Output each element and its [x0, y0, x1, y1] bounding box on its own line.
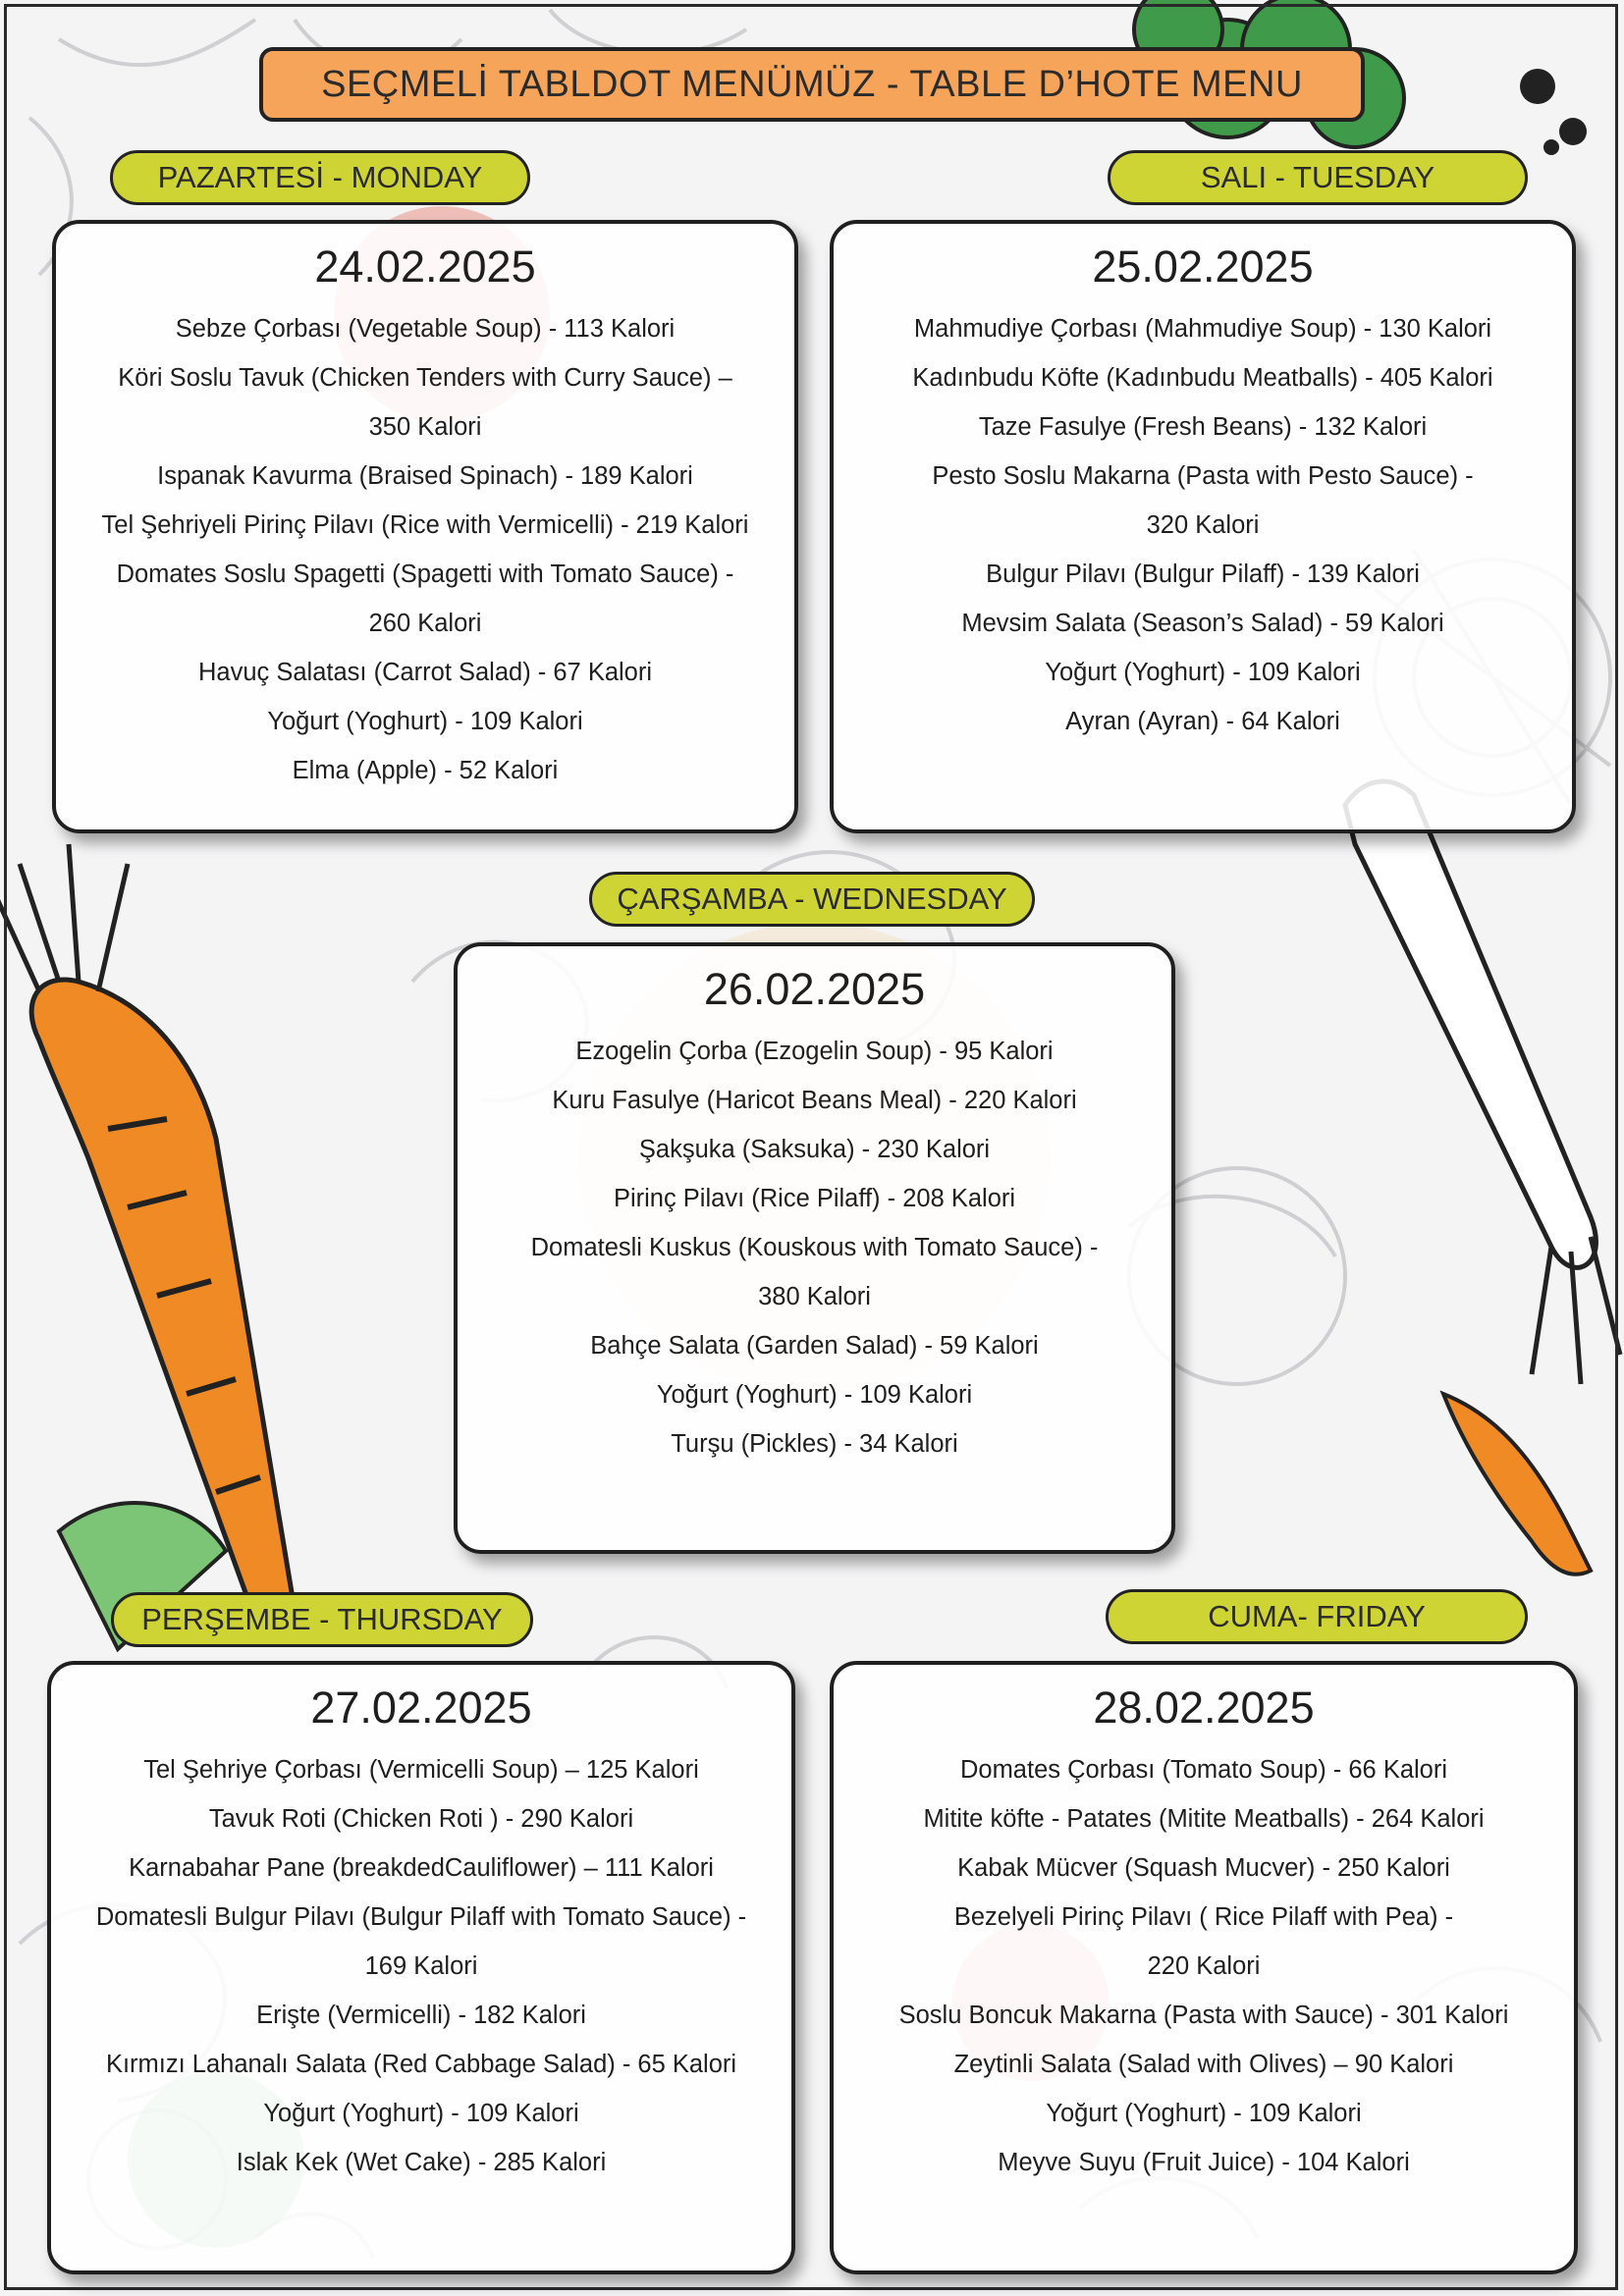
menu-date: 27.02.2025	[310, 1682, 532, 1733]
menu-card-thursday	[47, 1661, 795, 2274]
menu-item: Şakşuka (Saksuka) - 230 Kalori	[638, 1136, 991, 1163]
menu-item: Pesto Soslu Makarna (Pasta with Pesto Sauce) -	[932, 462, 1474, 490]
menu-item: Meyve Suyu (Fruit Juice) - 104 Kalori	[998, 2149, 1410, 2176]
menu-item: Bahçe Salata (Garden Salad) - 59 Kalori	[590, 1332, 1039, 1360]
menu-title: SEÇMELİ TABLDOT MENÜMÜZ - TABLE D’HOTE MENU	[259, 47, 1365, 122]
menu-item: Köri Soslu Tavuk (Chicken Tenders with Curry Sauce) –	[118, 364, 732, 392]
menu-item: Yoğurt (Yoghurt) - 109 Kalori	[263, 2100, 579, 2127]
menu-item: Domates Çorbası (Tomato Soup) - 66 Kalori	[959, 1756, 1448, 1784]
menu-item: 260 Kalori	[368, 610, 482, 637]
menu-card-monday	[52, 220, 798, 833]
menu-item: Yoğurt (Yoghurt) - 109 Kalori	[1045, 659, 1361, 686]
menu-item: Erişte (Vermicelli) - 182 Kalori	[256, 2002, 586, 2029]
menu-date: 24.02.2025	[314, 241, 536, 292]
menu-item: Yoğurt (Yoghurt) - 109 Kalori	[267, 708, 583, 735]
day-tag-wednesday: ÇARŞAMBA - WEDNESDAY	[589, 872, 1035, 927]
day-tag-tuesday: SALI - TUESDAY	[1108, 150, 1528, 205]
menu-item: Turşu (Pickles) - 34 Kalori	[671, 1430, 958, 1458]
menu-item: 169 Kalori	[364, 1952, 478, 1980]
menu-items-list	[834, 1745, 1574, 2187]
menu-item: Yoğurt (Yoghurt) - 109 Kalori	[656, 1381, 973, 1409]
menu-date: 28.02.2025	[1093, 1682, 1315, 1733]
menu-items-list	[51, 1745, 791, 2187]
menu-item: Islak Kek (Wet Cake) - 285 Kalori	[236, 2149, 607, 2176]
menu-item: Kadınbudu Köfte (Kadınbudu Meatballs) - 405 Kalori	[912, 364, 1493, 392]
menu-item: Mevsim Salata (Season’s Salad) - 59 Kalori	[961, 610, 1444, 637]
menu-date: 26.02.2025	[703, 964, 926, 1014]
menu-item: 380 Kalori	[758, 1283, 871, 1310]
menu-item: Mitite köfte - Patates (Mitite Meatballs) - 264 Kalori	[923, 1805, 1485, 1833]
menu-item: Kabak Mücver (Squash Mucver) - 250 Kalori	[957, 1854, 1450, 1882]
menu-items-list	[56, 304, 794, 795]
menu-item: Karnabahar Pane (breakdedCauliflower) – 111 Kalori	[129, 1854, 714, 1882]
menu-item: Pirinç Pilavı (Rice Pilaff) - 208 Kalori	[613, 1185, 1016, 1212]
menu-item: 220 Kalori	[1147, 1952, 1261, 1980]
day-tag-thursday: PERŞEMBE - THURSDAY	[111, 1592, 533, 1647]
menu-item: Yoğurt (Yoghurt) - 109 Kalori	[1046, 2100, 1362, 2127]
menu-item: Mahmudiye Çorbası (Mahmudiye Soup) - 130 Kalori	[913, 315, 1492, 343]
menu-card-tuesday	[830, 220, 1576, 833]
menu-card-wednesday	[454, 942, 1175, 1554]
menu-item: Kuru Fasulye (Haricot Beans Meal) - 220 Kalori	[552, 1087, 1077, 1114]
menu-item: Domates Soslu Spagetti (Spagetti with Tomato Sauce) -	[116, 561, 734, 588]
menu-date: 25.02.2025	[1092, 241, 1314, 292]
menu-item: Domatesli Bulgur Pilavı (Bulgur Pilaff with Tomato Sauce) -	[95, 1903, 747, 1931]
menu-card-friday	[830, 1661, 1578, 2274]
menu-item: Taze Fasulye (Fresh Beans) - 132 Kalori	[978, 413, 1428, 441]
menu-item: Ayran (Ayran) - 64 Kalori	[1065, 708, 1340, 735]
menu-item: Zeytinli Salata (Salad with Olives) – 90 Kalori	[953, 2051, 1454, 2078]
menu-item: Elma (Apple) - 52 Kalori	[292, 757, 559, 784]
menu-item: Kırmızı Lahanalı Salata (Red Cabbage Salad) - 65 Kalori	[105, 2051, 737, 2078]
menu-item: Ispanak Kavurma (Braised Spinach) - 189 Kalori	[157, 462, 693, 490]
menu-item: 320 Kalori	[1146, 511, 1260, 539]
menu-item: Bulgur Pilavı (Bulgur Pilaff) - 139 Kalori	[986, 561, 1420, 588]
menu-item: 350 Kalori	[368, 413, 482, 441]
menu-item: Tel Şehriyeli Pirinç Pilavı (Rice with Vermicelli) - 219 Kalori	[101, 511, 749, 539]
menu-items-list	[458, 1027, 1171, 1468]
day-tag-monday: PAZARTESİ - MONDAY	[110, 150, 530, 205]
menu-item: Havuç Salatası (Carrot Salad) - 67 Kalori	[197, 659, 653, 686]
menu-item: Bezelyeli Pirinç Pilavı ( Rice Pilaff with Pea) -	[953, 1903, 1454, 1931]
menu-items-list	[834, 304, 1572, 746]
menu-item: Ezogelin Çorba (Ezogelin Soup) - 95 Kalori	[575, 1038, 1054, 1065]
menu-item: Tel Şehriye Çorbası (Vermicelli Soup) – 125 Kalori	[143, 1756, 699, 1784]
menu-item: Soslu Boncuk Makarna (Pasta with Sauce) - 301 Kalori	[898, 2002, 1509, 2029]
menu-item: Domatesli Kuskus (Kouskous with Tomato Sauce) -	[530, 1234, 1099, 1261]
menu-item: Sebze Çorbası (Vegetable Soup) - 113 Kalori	[175, 315, 676, 343]
day-tag-friday: CUMA- FRIDAY	[1106, 1589, 1528, 1644]
menu-item: Tavuk Roti (Chicken Roti ) - 290 Kalori	[208, 1805, 634, 1833]
